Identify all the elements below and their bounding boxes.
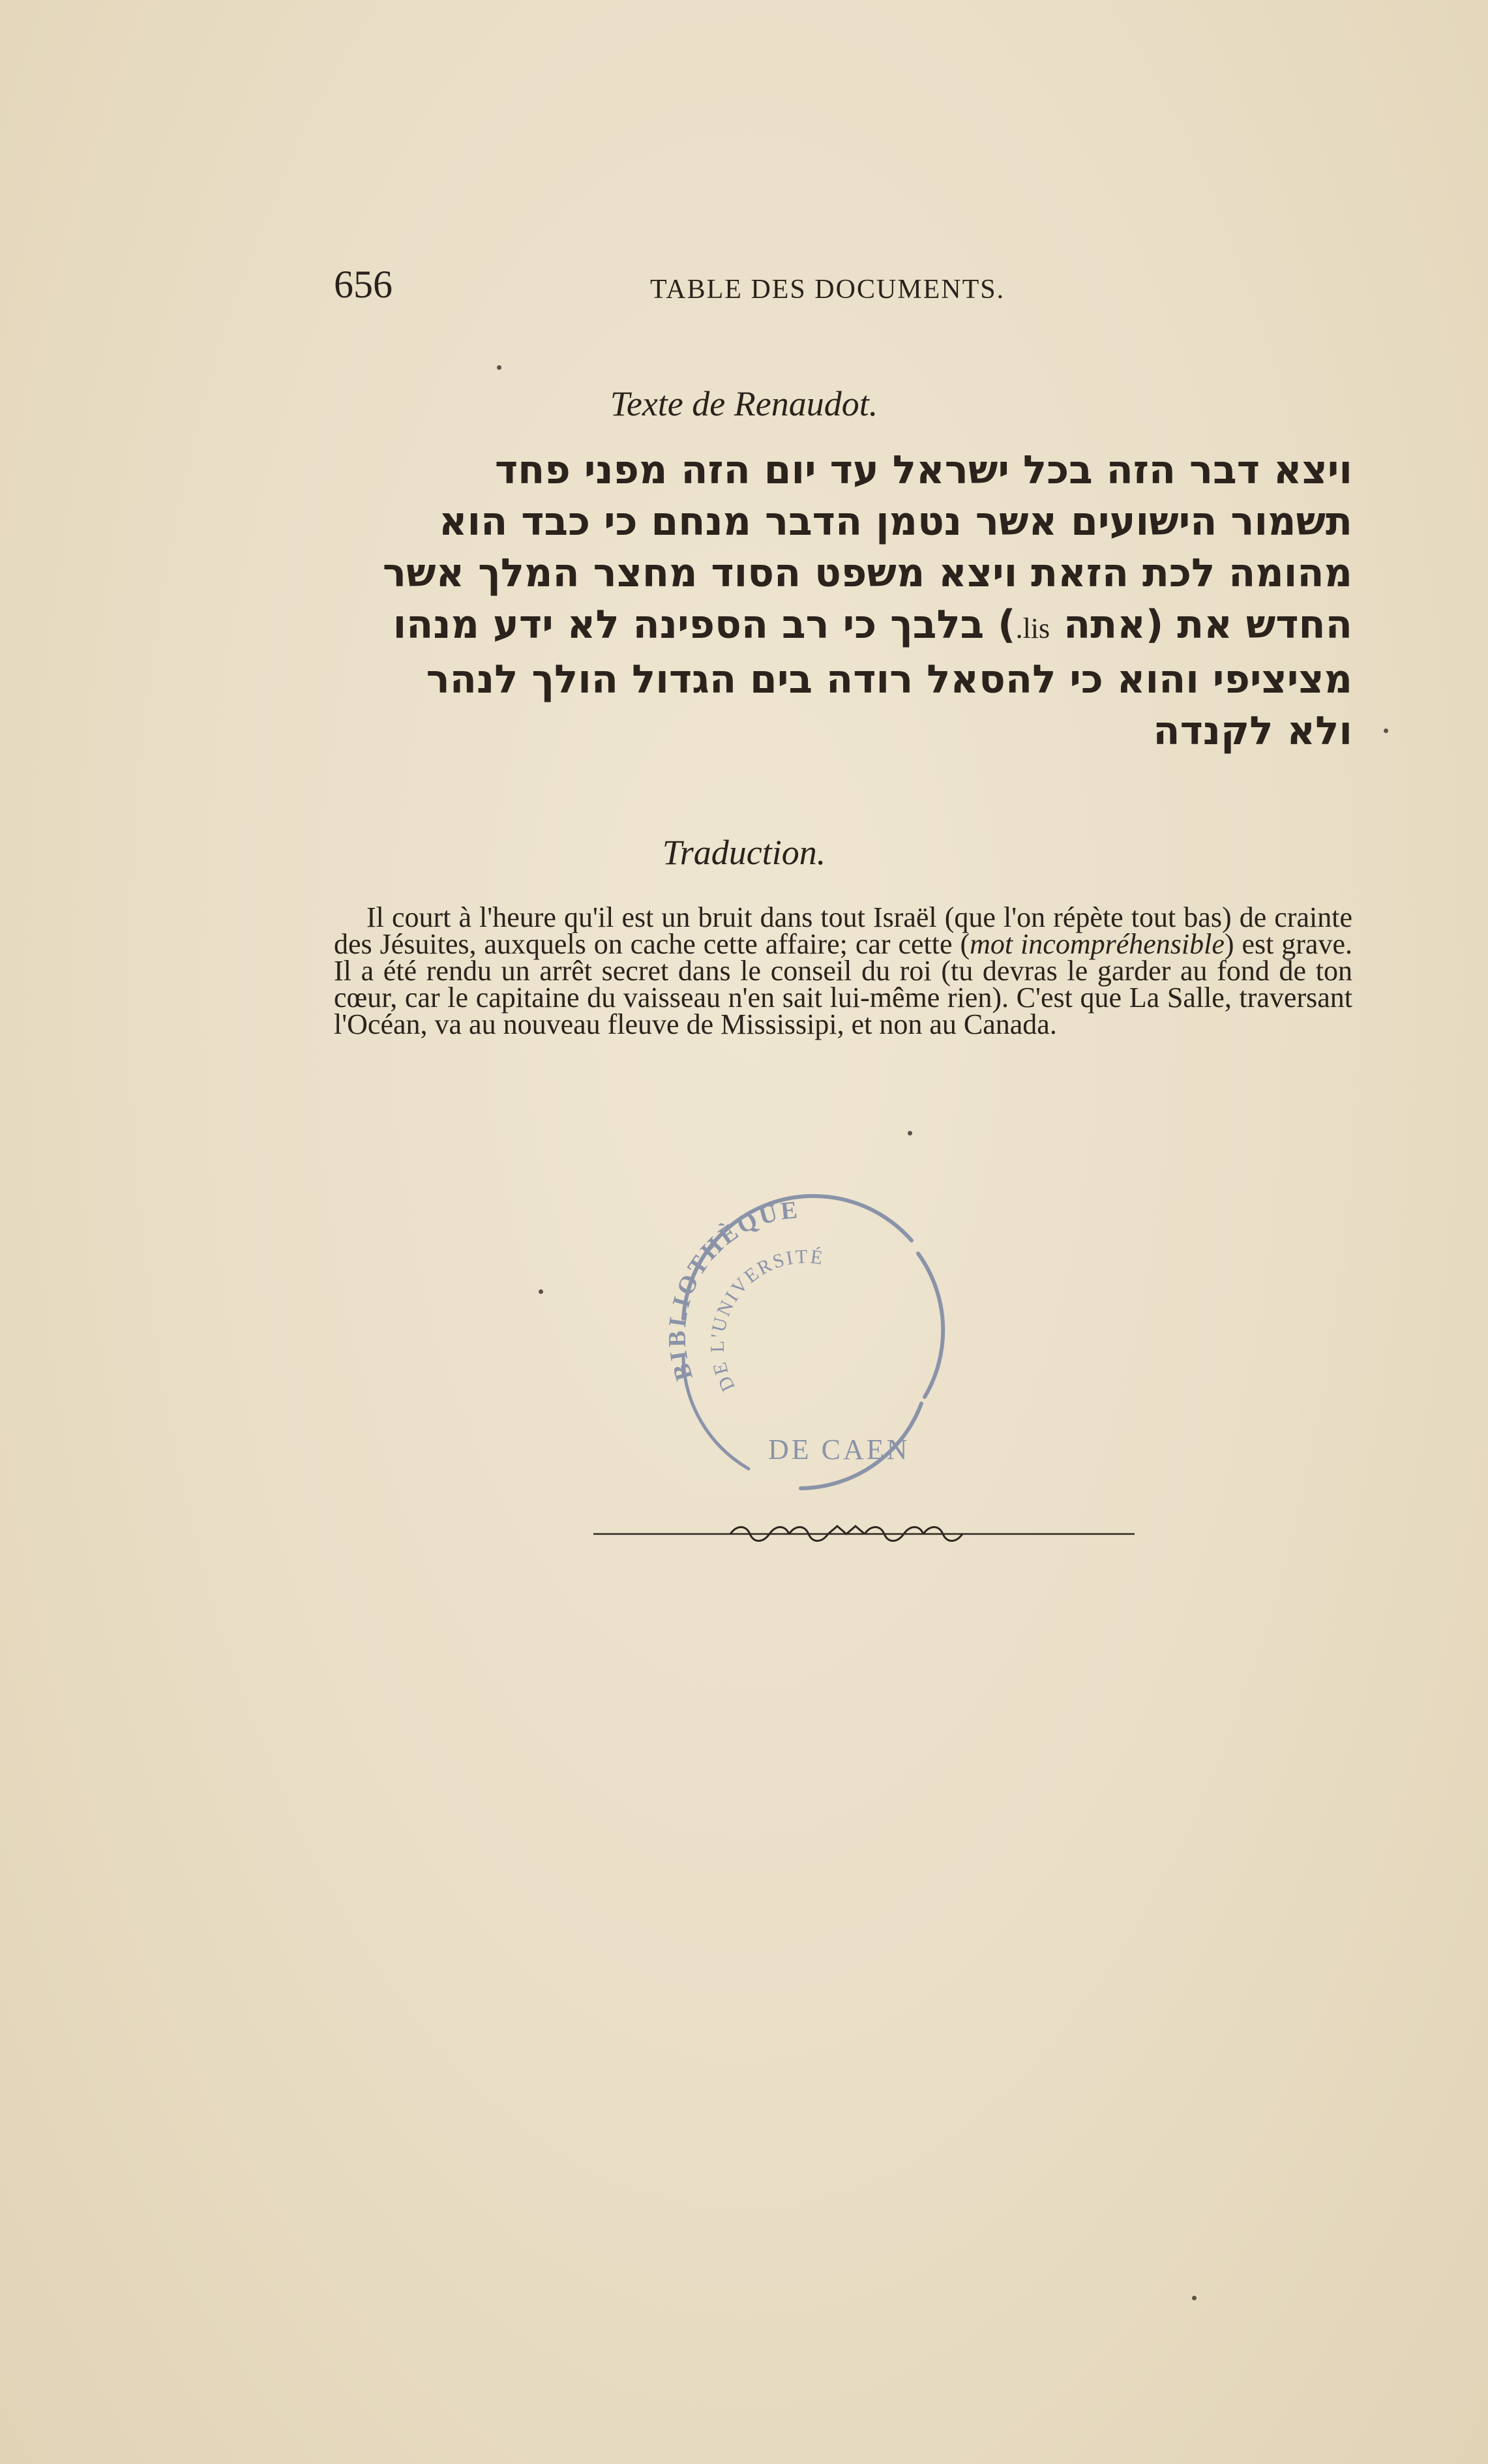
- hebrew-line: ולא לקנדה: [1153, 708, 1352, 754]
- ink-speck: [539, 1289, 543, 1294]
- hebrew-line: מציציפי והוא כי להסאל רודה בים הגדול הולך לנהר: [426, 657, 1352, 702]
- hebrew-line-start: החדש את (אתה: [1064, 602, 1352, 648]
- hebrew-line: ויצא דבר הזה בכל ישראל עד יום הזה מפני פחד: [494, 447, 1352, 493]
- ink-speck: [908, 1131, 912, 1135]
- hebrew-line: תשמור הישועים אשר נטמן הדבר מנחם כי כבד הוא: [438, 499, 1352, 545]
- lis-note: lis.: [1015, 612, 1050, 644]
- ink-speck: [1192, 2296, 1197, 2300]
- hebrew-line-end: ) בלבך כי רב הספינה לא ידע מנהו: [393, 602, 1016, 648]
- translation-section-title: Traduction.: [662, 833, 826, 872]
- translation-text: [334, 901, 1352, 1040]
- hebrew-line-with-note: [334, 599, 1352, 654]
- library-stamp: [631, 1162, 970, 1501]
- ink-speck: [1384, 729, 1388, 733]
- stamp-text-top: BIBLIOTHÈQUE: [663, 1195, 801, 1384]
- translation-part-1: Il court à l'heure qu'il est un bruit dans tout Israël (que l'on répète tout bas) de crainte des Jésuites, auxquels on cache cette affaire; car cette (: [334, 901, 1352, 960]
- ornamental-rule: [593, 1521, 1135, 1547]
- ink-speck: [497, 365, 501, 370]
- hebrew-section-title: Texte de Renaudot.: [610, 384, 878, 423]
- stamp-text-middle: DE L'UNIVERSITÉ: [706, 1246, 826, 1395]
- page-number: 656: [334, 263, 393, 306]
- translation-italic: mot incompréhensible: [970, 928, 1225, 960]
- translation-part-2: ) est grave. Il a été rendu un arrêt secret dans le conseil du roi (tu devras le garder au fond de ton cœur, car le capitaine du vaisseau n'en sait lui-même rien). C'est que La Salle, traversant l'Océan, va au nouveau fleuve de Mississipi, et non au Canada.: [334, 928, 1352, 1040]
- stamp-right-arc: [918, 1254, 943, 1397]
- translation-paragraph: [334, 901, 1352, 1040]
- hebrew-line: מהומה לכת הזאת ויצא משפט הסוד מחצר המלך אשר: [382, 550, 1352, 596]
- running-head: TABLE DES DOCUMENTS.: [650, 275, 1005, 305]
- stamp-text-bottom: DE CAEN: [768, 1434, 910, 1465]
- page-header: [334, 262, 1352, 314]
- hebrew-text: [334, 445, 1352, 757]
